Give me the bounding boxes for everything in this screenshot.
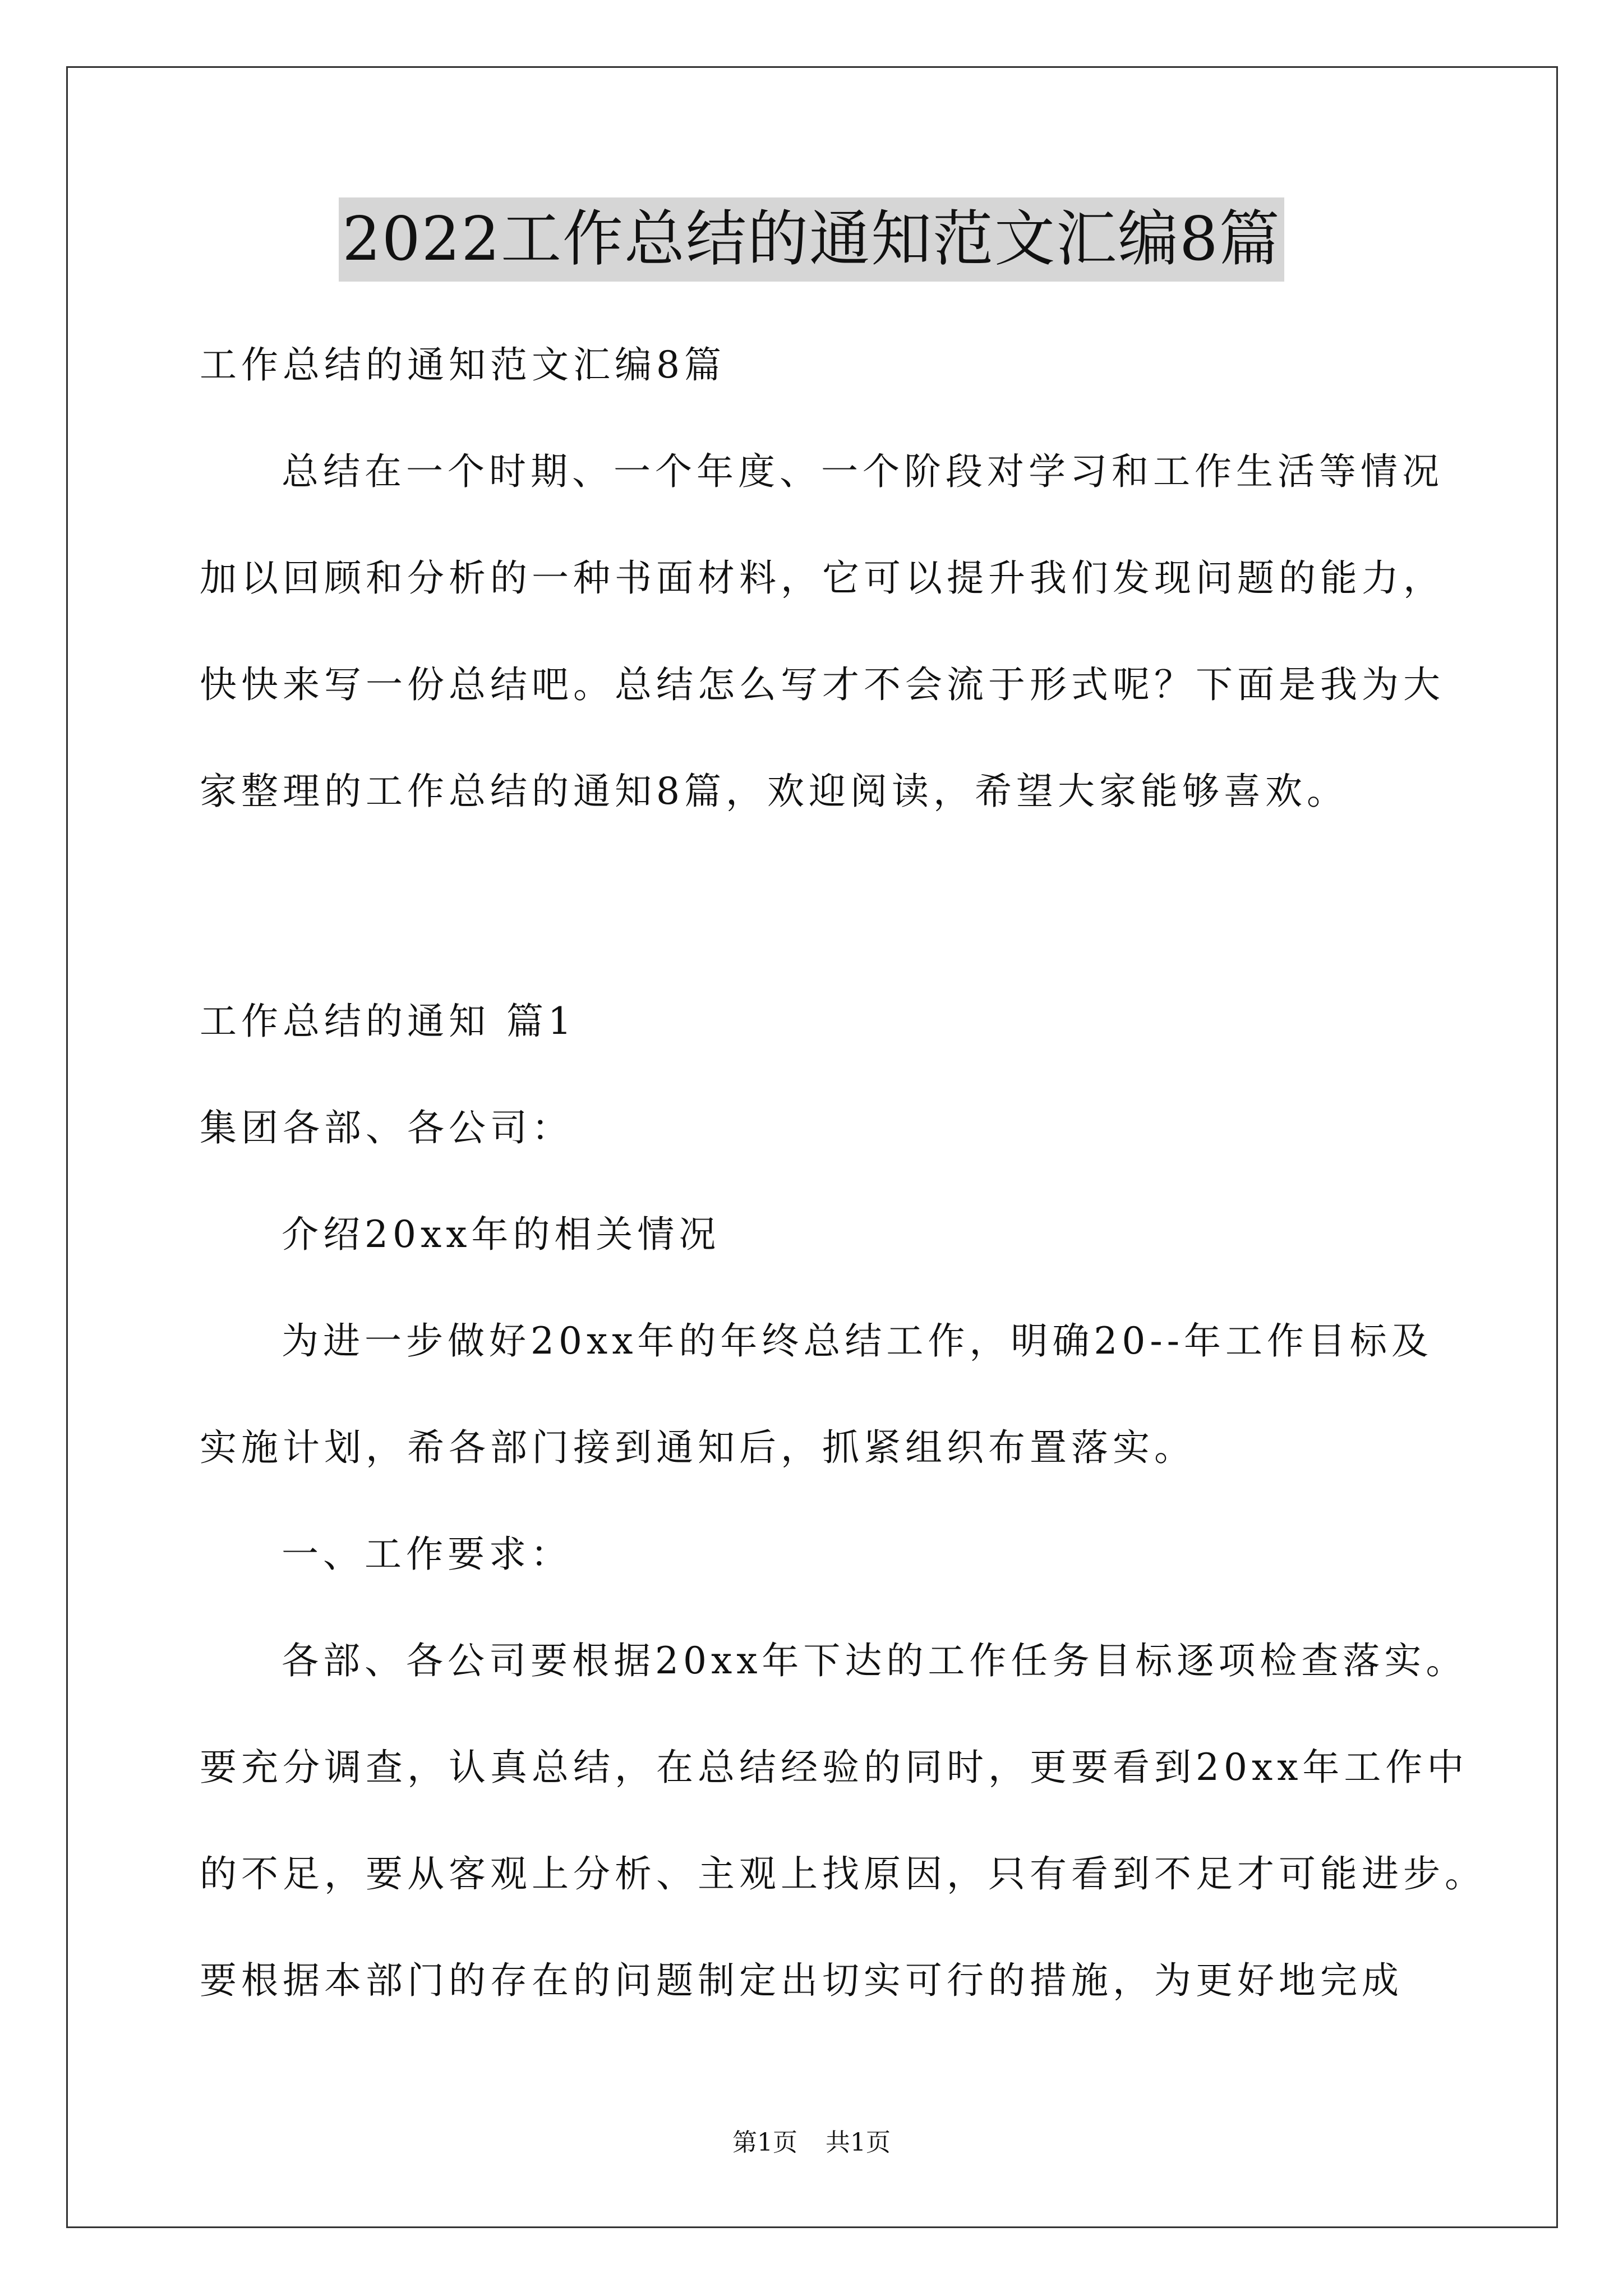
document-title: 2022工作总结的通知范文汇编8篇 [339,197,1284,282]
page-footer [0,2126,1623,2160]
paragraph-line: 各部、各公司要根据20xx年下达的工作任务目标逐项检查落实。 [282,1639,1468,1682]
title-container [0,197,1623,282]
subtitle-line: 工作总结的通知范文汇编8篇 [200,343,726,386]
page-number: 第1页 [732,2128,797,2157]
paragraph-line: 要根据本部门的存在的问题制定出切实可行的措施，为更好地完成 [200,1959,1403,2002]
paragraph-line: 为进一步做好20xx年的年终总结工作，明确20--年工作目标及 [282,1319,1433,1363]
paragraph-line: 家整理的工作总结的通知8篇，欢迎阅读，希望大家能够喜欢。 [200,770,1348,813]
section-heading: 工作总结的通知 篇1 [200,1000,576,1043]
paragraph-line: 的不足，要从客观上分析、主观上找原因，只有看到不足才可能进步。 [200,1852,1486,1895]
list-heading: 一、工作要求： [282,1533,572,1576]
paragraph-line: 实施计划，希各部门接到通知后，抓紧组织布置落实。 [200,1426,1196,1469]
page-total: 共1页 [826,2128,891,2157]
paragraph-line: 要充分调查，认真总结，在总结经验的同时，更要看到20xx年工作中 [200,1746,1469,1789]
paragraph-line: 介绍20xx年的相关情况 [282,1213,721,1256]
paragraph-line: 快快来写一份总结吧。总结怎么写才不会流于形式呢？下面是我为大 [200,663,1445,706]
paragraph-line: 总结在一个时期、一个年度、一个阶段对学习和工作生活等情况 [282,450,1444,493]
paragraph-line: 加以回顾和分析的一种书面材料，它可以提升我们发现问题的能力， [200,556,1445,600]
salutation-line: 集团各部、各公司： [200,1106,573,1149]
